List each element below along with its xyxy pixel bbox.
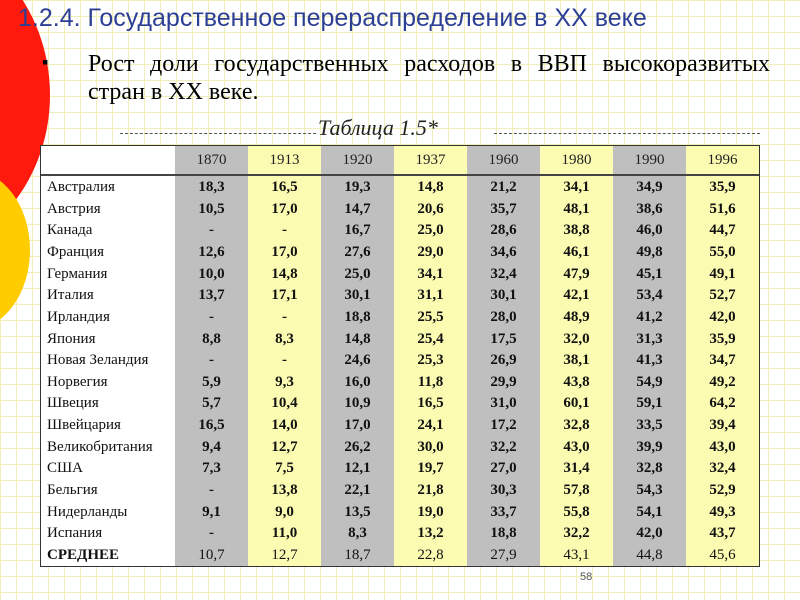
value-cell: - [175, 219, 248, 241]
value-cell: 16,5 [175, 414, 248, 436]
value-cell: 39,9 [613, 436, 686, 458]
value-cell: 32,4 [467, 263, 540, 285]
value-cell: 41,3 [613, 349, 686, 371]
value-cell: 42,0 [613, 523, 686, 545]
table-row [41, 219, 759, 241]
value-cell: 12,7 [248, 436, 321, 458]
country-cell: Норвегия [47, 373, 108, 390]
value-cell: 11,8 [394, 371, 467, 393]
value-cell: 38,6 [613, 198, 686, 220]
value-cell: 28,6 [467, 219, 540, 241]
value-cell: 10,9 [321, 393, 394, 415]
value-cell: 38,1 [540, 349, 613, 371]
value-cell: 52,7 [686, 284, 759, 306]
value-cell: 21,2 [467, 175, 540, 198]
value-cell: 19,3 [321, 175, 394, 198]
value-cell: - [175, 479, 248, 501]
value-cell: - [175, 349, 248, 371]
table-header-row [41, 146, 759, 175]
value-cell: 51,6 [686, 198, 759, 220]
value-cell: 53,4 [613, 284, 686, 306]
value-cell: 32,2 [540, 523, 613, 545]
value-cell: - [175, 523, 248, 545]
value-cell: 31,0 [467, 393, 540, 415]
value-cell: 7,5 [248, 458, 321, 480]
value-cell: 12,1 [321, 458, 394, 480]
value-cell: 35,9 [686, 175, 759, 198]
value-cell: 22,8 [394, 544, 467, 566]
value-cell: 33,7 [467, 501, 540, 523]
average-row [41, 544, 759, 566]
value-cell: 27,0 [467, 458, 540, 480]
value-cell: 52,9 [686, 479, 759, 501]
country-cell: Швеция [47, 395, 99, 412]
value-cell: 25,4 [394, 328, 467, 350]
value-cell: 46,0 [613, 219, 686, 241]
value-cell: 32,4 [686, 458, 759, 480]
value-cell: 54,9 [613, 371, 686, 393]
table-row [41, 436, 759, 458]
table-caption: Таблица 1.5* [318, 115, 438, 140]
header-year: 1913 [248, 146, 321, 175]
country-cell: Япония [47, 330, 96, 347]
page-number: 58 [580, 571, 593, 583]
value-cell: 34,9 [613, 175, 686, 198]
value-cell: 49,2 [686, 371, 759, 393]
value-cell: 10,0 [175, 263, 248, 285]
header-country [41, 146, 175, 175]
value-cell: 17,0 [248, 241, 321, 263]
value-cell: 46,1 [540, 241, 613, 263]
table-row [41, 263, 759, 285]
table-row [41, 306, 759, 328]
value-cell: 31,1 [394, 284, 467, 306]
value-cell: 34,7 [686, 349, 759, 371]
value-cell: 34,1 [540, 175, 613, 198]
value-cell: 64,2 [686, 393, 759, 415]
value-cell: 20,6 [394, 198, 467, 220]
table-row [41, 328, 759, 350]
value-cell: 24,6 [321, 349, 394, 371]
value-cell: 55,0 [686, 241, 759, 263]
value-cell: 10,4 [248, 393, 321, 415]
value-cell: 31,3 [613, 328, 686, 350]
value-cell: 32,8 [540, 414, 613, 436]
value-cell: 9,3 [248, 371, 321, 393]
value-cell: 49,1 [686, 263, 759, 285]
value-cell: 16,7 [321, 219, 394, 241]
value-cell: 10,5 [175, 198, 248, 220]
value-cell: 5,7 [175, 393, 248, 415]
value-cell: 31,4 [540, 458, 613, 480]
value-cell: 32,8 [613, 458, 686, 480]
slide-subtitle: Рост доли государственных расходов в ВВП высокоразвитых стран в XX веке. [88, 51, 770, 105]
value-cell: 55,8 [540, 501, 613, 523]
value-cell: 34,1 [394, 263, 467, 285]
value-cell: 49,3 [686, 501, 759, 523]
value-cell: 14,8 [321, 328, 394, 350]
value-cell: - [248, 349, 321, 371]
value-cell: 41,2 [613, 306, 686, 328]
table-row [41, 349, 759, 371]
value-cell: 25,0 [321, 263, 394, 285]
value-cell: 26,2 [321, 436, 394, 458]
value-cell: 13,8 [248, 479, 321, 501]
value-cell: 14,7 [321, 198, 394, 220]
value-cell: 30,1 [467, 284, 540, 306]
table-row [41, 284, 759, 306]
data-table-container [40, 145, 760, 567]
country-cell: Швейцария [47, 417, 121, 434]
header-year: 1990 [613, 146, 686, 175]
country-cell: Бельгия [47, 482, 98, 499]
table-row [41, 458, 759, 480]
value-cell: 9,4 [175, 436, 248, 458]
value-cell: 14,8 [248, 263, 321, 285]
value-cell: 39,4 [686, 414, 759, 436]
country-cell: Испания [47, 525, 103, 542]
value-cell: 43,0 [540, 436, 613, 458]
value-cell: 57,8 [540, 479, 613, 501]
value-cell: 17,5 [467, 328, 540, 350]
value-cell: 25,0 [394, 219, 467, 241]
value-cell: 14,8 [394, 175, 467, 198]
value-cell: 14,0 [248, 414, 321, 436]
value-cell: 45,6 [686, 544, 759, 566]
country-cell: Ирландия [47, 308, 110, 325]
slide-title: 1.2.4. Государственное перераспределение в XX веке [18, 4, 647, 32]
table-row [41, 479, 759, 501]
country-cell: Великобритания [47, 438, 153, 455]
value-cell: 45,1 [613, 263, 686, 285]
table-row [41, 501, 759, 523]
value-cell: 30,0 [394, 436, 467, 458]
value-cell: 17,0 [321, 414, 394, 436]
value-cell: 47,9 [540, 263, 613, 285]
table-row [41, 523, 759, 545]
value-cell: 26,9 [467, 349, 540, 371]
value-cell: 59,1 [613, 393, 686, 415]
value-cell: 12,7 [248, 544, 321, 566]
value-cell: 24,1 [394, 414, 467, 436]
value-cell: 8,3 [248, 328, 321, 350]
value-cell: 18,8 [321, 306, 394, 328]
value-cell: 27,6 [321, 241, 394, 263]
value-cell: 29,0 [394, 241, 467, 263]
value-cell: 60,1 [540, 393, 613, 415]
value-cell: 16,0 [321, 371, 394, 393]
value-cell: 18,3 [175, 175, 248, 198]
value-cell: - [175, 306, 248, 328]
table-row [41, 175, 759, 198]
value-cell: - [248, 306, 321, 328]
value-cell: 34,6 [467, 241, 540, 263]
table-row [41, 393, 759, 415]
value-cell: 18,8 [467, 523, 540, 545]
value-cell: 38,8 [540, 219, 613, 241]
value-cell: 21,8 [394, 479, 467, 501]
header-year: 1870 [175, 146, 248, 175]
value-cell: 35,7 [467, 198, 540, 220]
country-cell: Германия [47, 265, 108, 282]
value-cell: 8,3 [321, 523, 394, 545]
value-cell: 43,8 [540, 371, 613, 393]
value-cell: 17,0 [248, 198, 321, 220]
country-cell: Нидерланды [47, 503, 128, 520]
value-cell: 28,0 [467, 306, 540, 328]
value-cell: 42,1 [540, 284, 613, 306]
value-cell: 43,0 [686, 436, 759, 458]
value-cell: 19,7 [394, 458, 467, 480]
country-cell: США [47, 460, 83, 477]
country-cell: Италия [47, 287, 94, 304]
value-cell: - [248, 219, 321, 241]
value-cell: 43,7 [686, 523, 759, 545]
value-cell: 30,3 [467, 479, 540, 501]
value-cell: 32,2 [467, 436, 540, 458]
table-row [41, 241, 759, 263]
header-year: 1996 [686, 146, 759, 175]
country-cell: Австралия [47, 178, 115, 195]
header-year: 1960 [467, 146, 540, 175]
value-cell: 16,5 [248, 175, 321, 198]
value-cell: 7,3 [175, 458, 248, 480]
value-cell: 42,0 [686, 306, 759, 328]
value-cell: 17,1 [248, 284, 321, 306]
value-cell: 10,7 [175, 544, 248, 566]
country-cell: Канада [47, 222, 93, 239]
value-cell: 9,0 [248, 501, 321, 523]
value-cell: 49,8 [613, 241, 686, 263]
bullet-icon: ▪ [42, 52, 49, 72]
value-cell: 54,1 [613, 501, 686, 523]
value-cell: 44,8 [613, 544, 686, 566]
table-row [41, 371, 759, 393]
value-cell: 33,5 [613, 414, 686, 436]
value-cell: 13,2 [394, 523, 467, 545]
value-cell: 22,1 [321, 479, 394, 501]
country-cell: СРЕДНЕЕ [47, 547, 119, 564]
value-cell: 19,0 [394, 501, 467, 523]
value-cell: 8,8 [175, 328, 248, 350]
value-cell: 12,6 [175, 241, 248, 263]
value-cell: 11,0 [248, 523, 321, 545]
value-cell: 9,1 [175, 501, 248, 523]
value-cell: 54,3 [613, 479, 686, 501]
country-cell: Австрия [47, 200, 101, 217]
header-year: 1937 [394, 146, 467, 175]
table-row [41, 414, 759, 436]
value-cell: 13,7 [175, 284, 248, 306]
value-cell: 48,9 [540, 306, 613, 328]
value-cell: 35,9 [686, 328, 759, 350]
table-row [41, 198, 759, 220]
value-cell: 18,7 [321, 544, 394, 566]
data-table [41, 146, 759, 566]
value-cell: 25,3 [394, 349, 467, 371]
value-cell: 5,9 [175, 371, 248, 393]
value-cell: 25,5 [394, 306, 467, 328]
country-cell: Новая Зеландия [47, 352, 149, 369]
value-cell: 29,9 [467, 371, 540, 393]
value-cell: 27,9 [467, 544, 540, 566]
value-cell: 16,5 [394, 393, 467, 415]
country-cell: Франция [47, 243, 104, 260]
header-year: 1920 [321, 146, 394, 175]
value-cell: 30,1 [321, 284, 394, 306]
value-cell: 13,5 [321, 501, 394, 523]
caption-dash-right [494, 133, 760, 134]
caption-dash-left [120, 133, 316, 134]
header-year: 1980 [540, 146, 613, 175]
value-cell: 17,2 [467, 414, 540, 436]
value-cell: 43,1 [540, 544, 613, 566]
value-cell: 44,7 [686, 219, 759, 241]
value-cell: 48,1 [540, 198, 613, 220]
value-cell: 32,0 [540, 328, 613, 350]
